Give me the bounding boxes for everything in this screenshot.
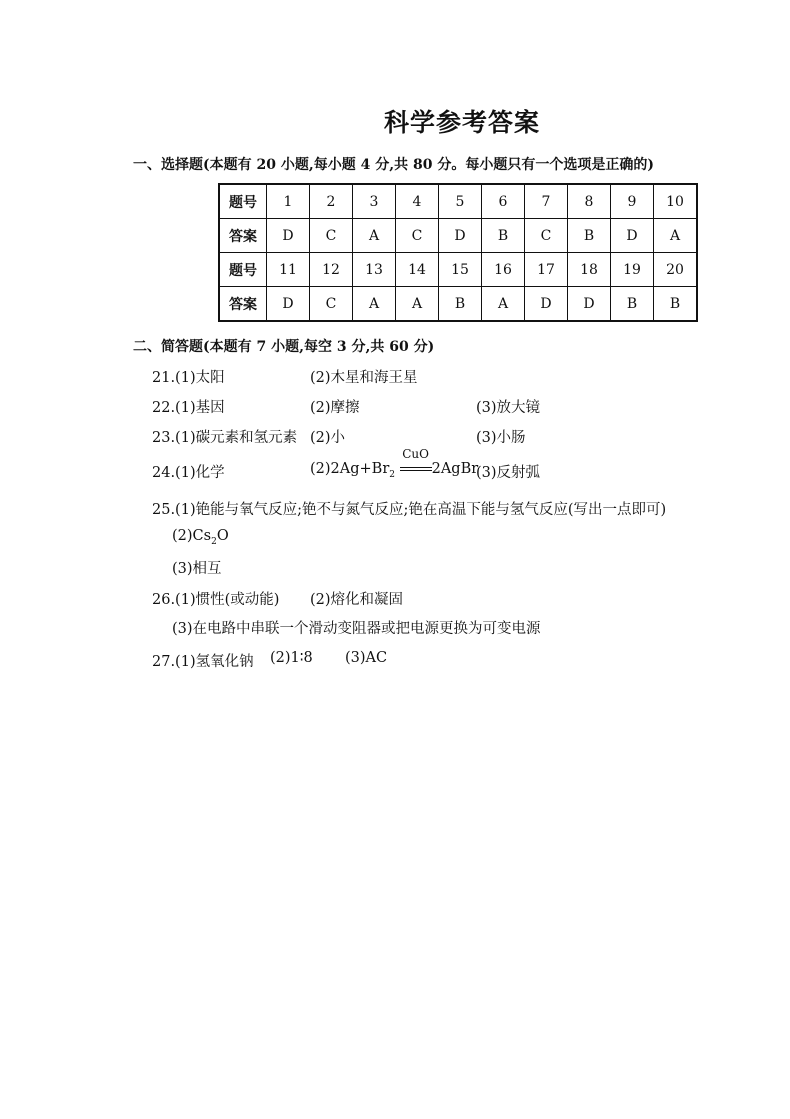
q21-part2: (2)木星和海王星 [310, 370, 418, 386]
q23-part3: (3)小肠 [476, 430, 526, 446]
number-cell: 11 [267, 253, 310, 287]
q24-part2-equation [310, 447, 479, 480]
answer-cell: D [568, 287, 611, 322]
q22-part3: (3)放大镜 [476, 400, 541, 416]
answer-row [219, 287, 697, 322]
answer-cell: D [525, 287, 568, 322]
q27-part3: (3)AC [345, 650, 388, 666]
number-row [219, 184, 697, 219]
answer-cell: C [310, 219, 353, 253]
q22-part1: 22.(1)基因 [152, 400, 225, 416]
answer-cell: C [396, 219, 439, 253]
answer-cell: D [267, 287, 310, 322]
q25-part1: 25.(1)铯能与氧气反应;铯不与氮气反应;铯在高温下能与氢气反应(写出一点即可) [152, 502, 667, 518]
number-cell: 10 [654, 184, 698, 219]
answer-cell: D [267, 219, 310, 253]
number-row [219, 253, 697, 287]
number-cell: 17 [525, 253, 568, 287]
number-cell: 4 [396, 184, 439, 219]
equation-subscript: 2 [389, 469, 395, 480]
q26-part1: 26.(1)惯性(或动能) [152, 592, 280, 608]
q25-part2 [172, 528, 229, 547]
number-cell: 2 [310, 184, 353, 219]
answer-cell: C [310, 287, 353, 322]
answer-cell: A [482, 287, 525, 322]
number-cell: 20 [654, 253, 698, 287]
number-cell: 3 [353, 184, 396, 219]
answer-cell: A [396, 287, 439, 322]
q21-part1: 21.(1)太阳 [152, 370, 225, 386]
equation-catalyst: CuO [402, 447, 429, 461]
number-cell: 9 [611, 184, 654, 219]
section1-heading: 一、选择题(本题有 20 小题,每小题 4 分,共 80 分。每小题只有一个选项是正确的) [133, 157, 654, 173]
q26-part3: (3)在电路中串联一个滑动变阻器或把电源更换为可变电源 [172, 621, 541, 637]
equation-product: 2AgBr [431, 461, 479, 477]
number-cell: 13 [353, 253, 396, 287]
q25-part2-subscript: 2 [211, 536, 217, 547]
number-cell: 12 [310, 253, 353, 287]
q24-part1: 24.(1)化学 [152, 465, 225, 481]
answer-cell: D [439, 219, 482, 253]
number-cell: 8 [568, 184, 611, 219]
answer-row [219, 219, 697, 253]
q22-part2: (2)摩擦 [310, 400, 360, 416]
equation-arrow [400, 447, 432, 477]
answer-cell: B [439, 287, 482, 322]
number-row-label: 题号 [219, 184, 267, 219]
number-cell: 5 [439, 184, 482, 219]
q27-part1: 27.(1)氢氧化钠 [152, 654, 254, 670]
answer-cell: A [654, 219, 698, 253]
q23-part1: 23.(1)碳元素和氢元素 [152, 430, 298, 446]
answer-row-label: 答案 [219, 219, 267, 253]
section2-heading: 二、简答题(本题有 7 小题,每空 3 分,共 60 分) [133, 339, 435, 355]
answer-cell: B [611, 287, 654, 322]
number-cell: 7 [525, 184, 568, 219]
q27-part2: (2)1∶8 [270, 650, 313, 666]
number-cell: 1 [267, 184, 310, 219]
answer-cell: B [482, 219, 525, 253]
answer-cell: A [353, 219, 396, 253]
number-cell: 19 [611, 253, 654, 287]
number-cell: 16 [482, 253, 525, 287]
number-cell: 6 [482, 184, 525, 219]
number-cell: 14 [396, 253, 439, 287]
page-title: 科学参考答案 [384, 108, 541, 137]
answer-table [218, 183, 698, 322]
q25-part2-suffix: O [216, 528, 229, 544]
equation-reactants: (2)2Ag+Br [310, 461, 390, 477]
q25-part2-prefix: (2)Cs [172, 528, 212, 544]
answer-row-label: 答案 [219, 287, 267, 322]
q24-part3: (3)反射弧 [476, 465, 541, 481]
q26-part2: (2)熔化和凝固 [310, 592, 404, 608]
answer-cell: B [654, 287, 698, 322]
number-cell: 18 [568, 253, 611, 287]
number-row-label: 题号 [219, 253, 267, 287]
answer-cell: A [353, 287, 396, 322]
answer-cell: B [568, 219, 611, 253]
q23-part2: (2)小 [310, 430, 346, 446]
answer-cell: C [525, 219, 568, 253]
number-cell: 15 [439, 253, 482, 287]
answer-cell: D [611, 219, 654, 253]
q25-part3: (3)相互 [172, 561, 222, 577]
